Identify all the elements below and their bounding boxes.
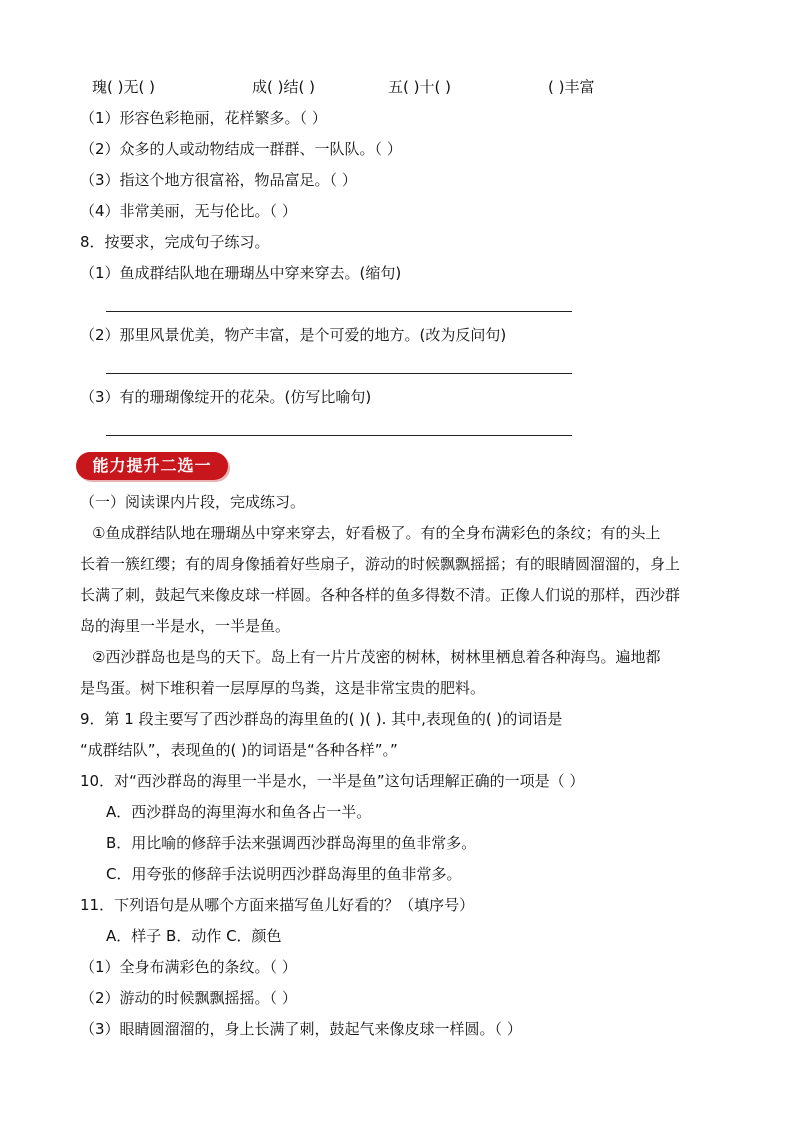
q11-stem: 11．下列语句是从哪个方面来描写鱼儿好看的？（填序号）	[80, 896, 475, 914]
idiom-blank-2: 成( )结( )	[252, 78, 315, 96]
q8-item-1: （1）鱼成群结队地在珊瑚丛中穿来穿去。(缩句)	[80, 264, 402, 282]
passage-p1-line-2: 长着一簇红缨；有的周身像插着好些扇子，游动的时候飘飘摇摇；有的眼睛圆溜溜的，身上	[80, 555, 681, 573]
passage-p1-line-1: ①鱼成群结队地在珊瑚丛中穿来穿去，好看极了。有的全身布满彩色的条纹；有的头上	[92, 524, 661, 542]
answer-line-1[interactable]	[106, 311, 572, 312]
passage-p1-line-3: 长满了刺，鼓起气来像皮球一样圆。各种各样的鱼多得数不清。正像人们说的那样，西沙群	[80, 586, 681, 604]
q7-item-4: （4）非常美丽，无与伦比。（ ）	[80, 202, 297, 220]
q10-option-b[interactable]: B．用比喻的修辞手法来强调西沙群岛海里的鱼非常多。	[106, 834, 477, 852]
section-banner	[76, 452, 228, 480]
passage-p1-line-4: 岛的海里一半是水，一半是鱼。	[80, 617, 291, 635]
idiom-blank-4: ( )丰富	[548, 78, 595, 96]
q8-title: 8．按要求，完成句子练习。	[80, 233, 270, 251]
q8-item-3: （3）有的珊瑚像绽开的花朵。(仿写比喻句)	[80, 388, 372, 406]
q9-line-1: 9．第 1 段主要写了西沙群岛的海里鱼的( )( ). 其中,表现鱼的( )的词语是	[80, 710, 563, 728]
q10-option-c[interactable]: C．用夸张的修辞手法说明西沙群岛海里的鱼非常多。	[106, 865, 462, 883]
idiom-blank-3: 五( )十( )	[388, 78, 451, 96]
q7-item-1: （1）形容色彩艳丽，花样繁多。（ ）	[80, 109, 327, 127]
reading-intro: （一）阅读课内片段，完成练习。	[80, 493, 306, 511]
q11-options: A．样子 B．动作 C．颜色	[106, 927, 282, 945]
q7-item-3: （3）指这个地方很富裕，物品富足。（ ）	[80, 171, 357, 189]
q10-option-a[interactable]: A．西沙群岛的海里海水和鱼各占一半。	[106, 803, 372, 821]
q9-line-2: “成群结队”，表现鱼的( )的词语是“各种各样”。”	[80, 741, 398, 759]
passage-p2-line-1: ②西沙群岛也是鸟的天下。岛上有一片片茂密的树林，树林里栖息着各种海鸟。遍地都	[92, 648, 661, 666]
q8-item-2: （2）那里风景优美，物产丰富，是个可爱的地方。(改为反问句)	[80, 326, 507, 344]
q11-item-1: （1）全身布满彩色的条纹。（ ）	[80, 958, 297, 976]
q11-item-2: （2）游动的时候飘飘摇摇。（ ）	[80, 989, 297, 1007]
idiom-blank-1: 瑰( )无( )	[92, 78, 155, 96]
answer-line-2[interactable]	[106, 373, 572, 374]
section-banner-label: 能力提升二选一	[92, 456, 212, 475]
q11-item-3: （3）眼睛圆溜溜的，身上长满了刺，鼓起气来像皮球一样圆。（ ）	[80, 1020, 522, 1038]
answer-line-3[interactable]	[106, 435, 572, 436]
q7-item-2: （2）众多的人或动物结成一群群、一队队。（ ）	[80, 140, 402, 158]
passage-p2-line-2: 是鸟蛋。树下堆积着一层厚厚的鸟粪，这是非常宝贵的肥料。	[80, 679, 486, 697]
q10-stem: 10．对“西沙群岛的海里一半是水，一半是鱼”这句话理解正确的一项是（ ）	[80, 772, 585, 790]
